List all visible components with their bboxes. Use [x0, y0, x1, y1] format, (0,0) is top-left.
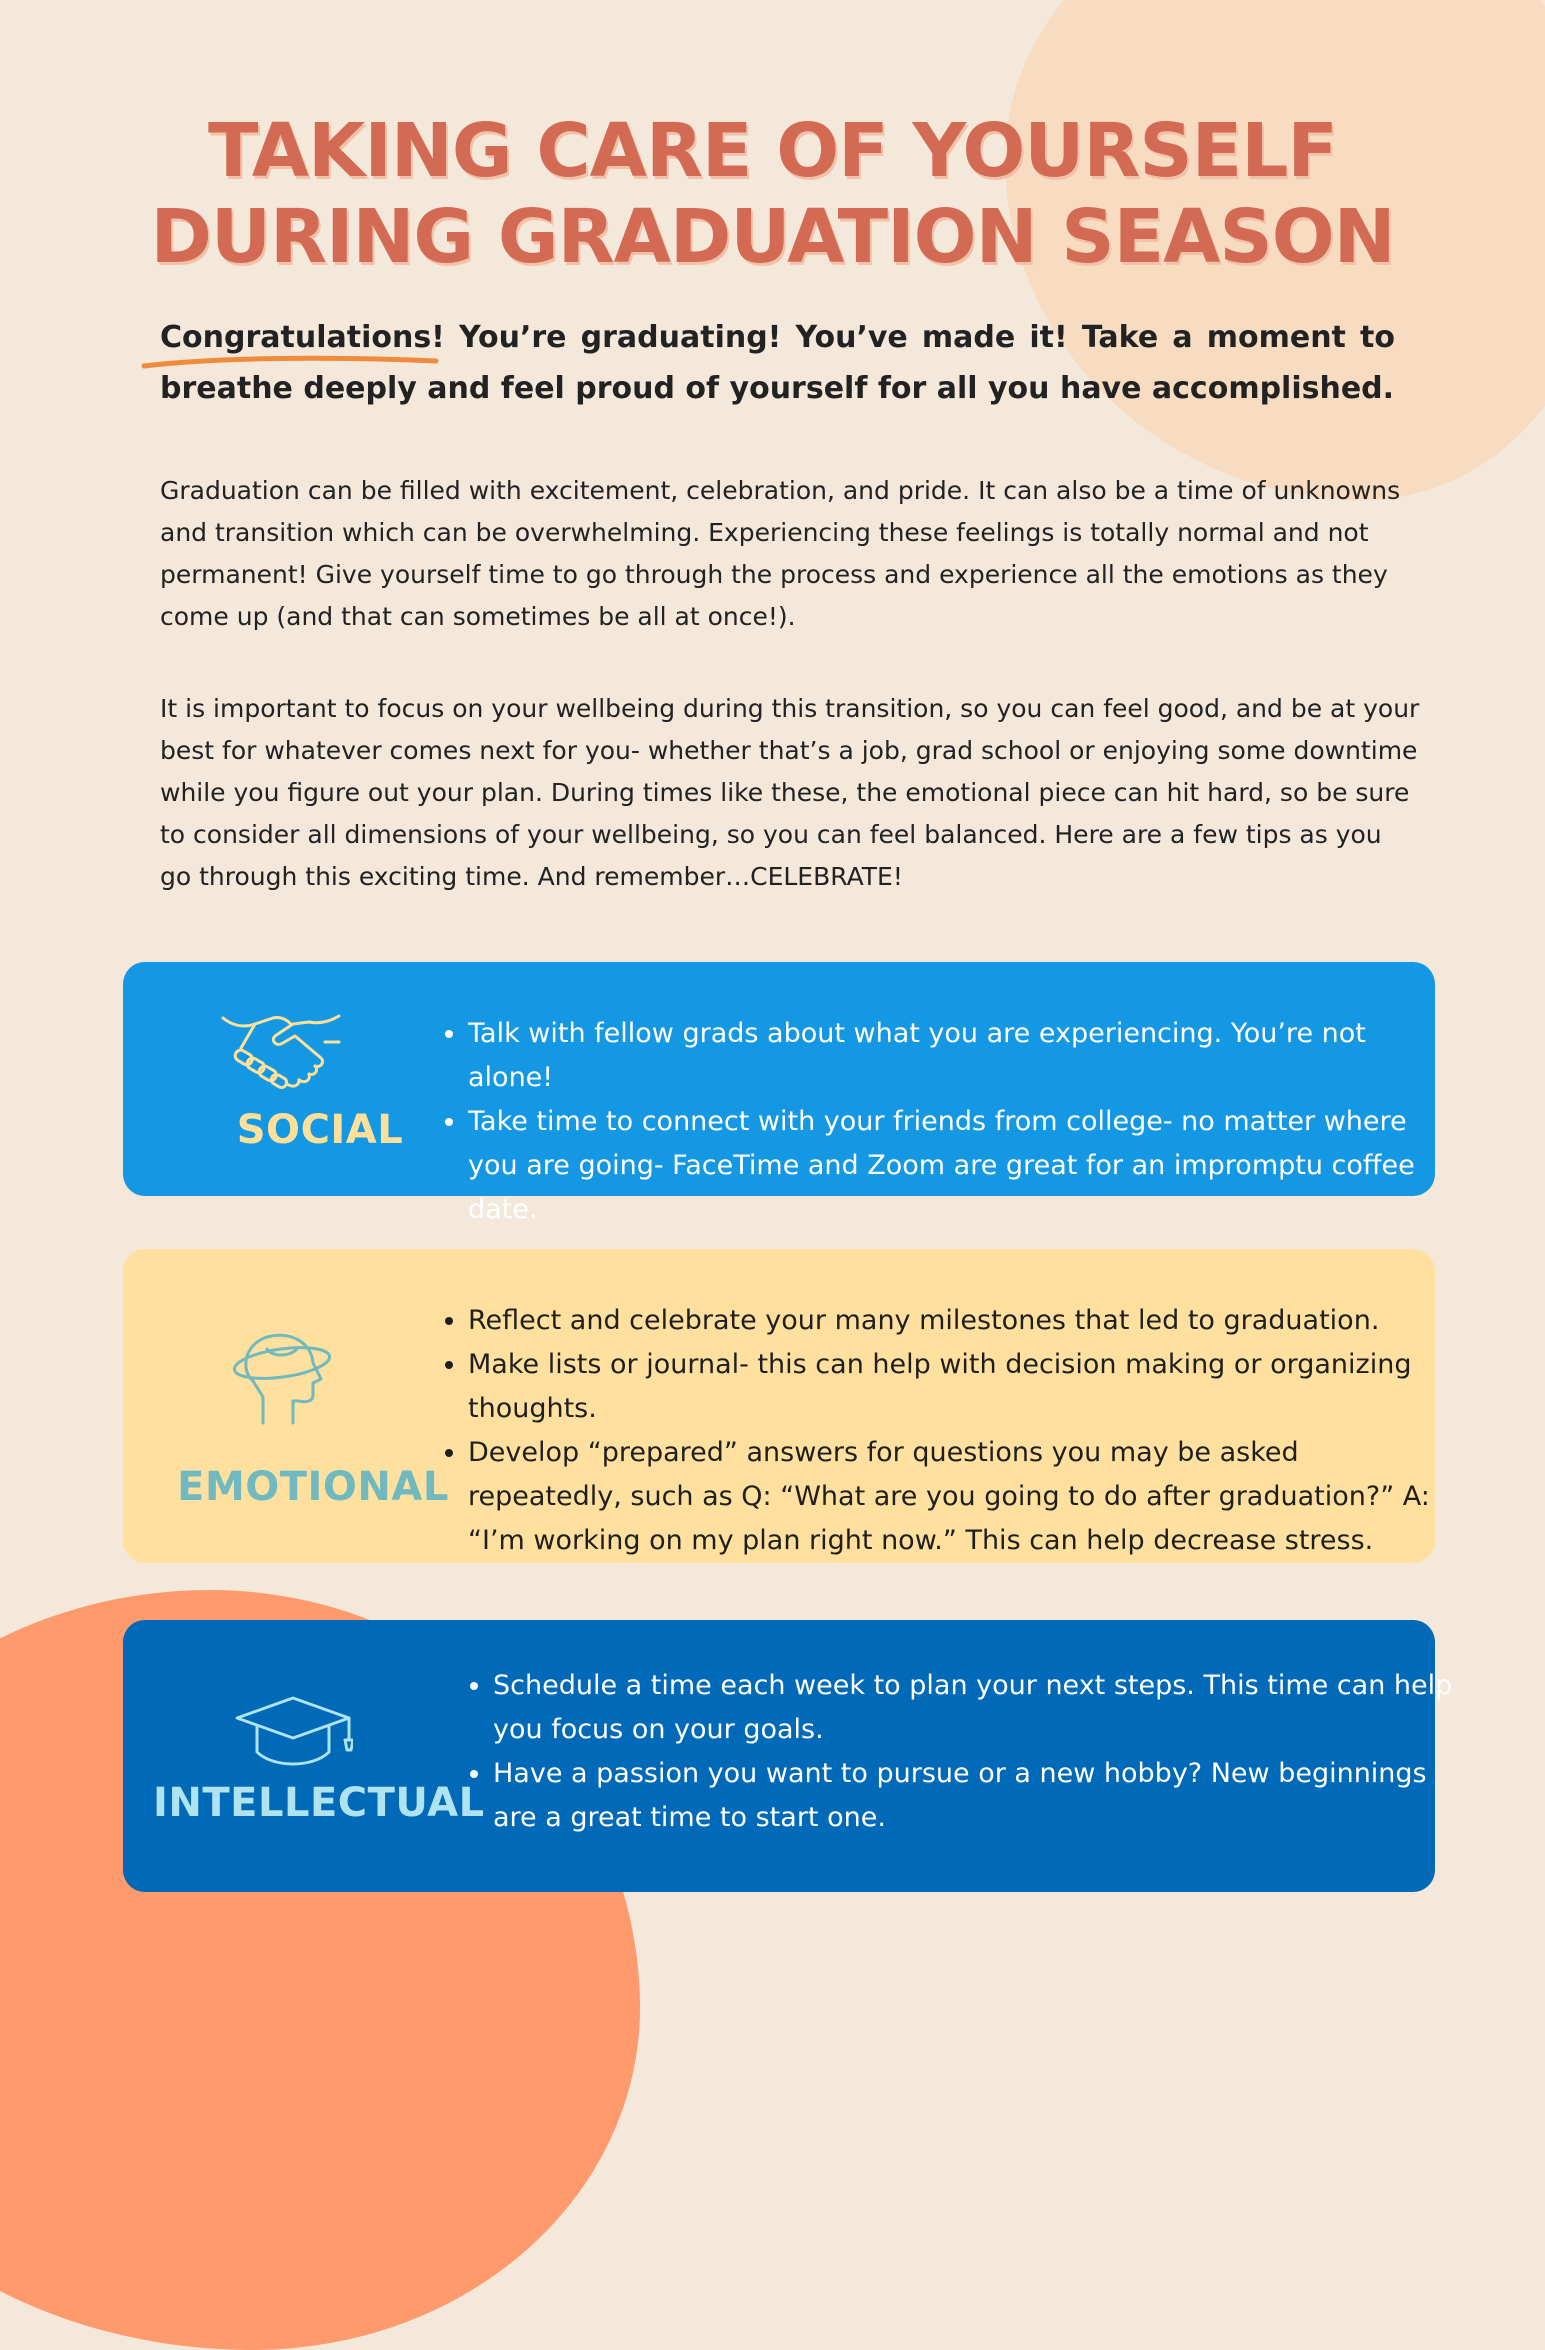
title-line-2: DURING GRADUATION SEASON — [150, 194, 1395, 280]
page-title — [0, 108, 1545, 280]
underline-swoosh-icon — [140, 352, 440, 372]
intellectual-tips-list — [453, 1664, 1453, 1840]
emotional-tips-list — [428, 1299, 1438, 1563]
graduation-cap-icon — [233, 1694, 353, 1770]
emotional-title: EMOTIONAL — [177, 1464, 449, 1510]
list-item: • Have a passion you want to pursue or a new hobby? New beginnings are a great time to start one. — [493, 1752, 1453, 1840]
list-item: • Take time to connect with your friends from college- no matter where you are going- FaceTime and Zoom are great for an impromptu coffee date. — [468, 1100, 1438, 1232]
intro-rest: You’re graduating! You’ve made it! Take a moment to breathe deeply and feel proud of yourself for all you have accomplished. — [160, 320, 1395, 406]
list-item: • Reflect and celebrate your many milestones that led to graduation. — [468, 1299, 1438, 1343]
list-item: • Schedule a time each week to plan your next steps. This time can help you focus on your goals. — [493, 1664, 1453, 1752]
emotional-card — [123, 1249, 1435, 1563]
list-item: • Talk with fellow grads about what you are experiencing. You’re not alone! — [468, 1012, 1438, 1100]
social-tips-list — [428, 1012, 1438, 1232]
head-orbit-icon — [227, 1327, 337, 1427]
intro-statement — [160, 312, 1395, 414]
intellectual-title: INTELLECTUAL — [153, 1780, 485, 1826]
intro-highlight — [160, 312, 445, 363]
list-item: • Develop “prepared” answers for questions you may be asked repeatedly, such as Q: “What are you going to do after graduation?” A: “I’m working on my plan right now.” This can help decrease stress. — [468, 1431, 1438, 1563]
body-paragraph-2: It is important to focus on your wellbeing during this transition, so you can feel good, and be at your best for whatever comes next for you- whether that’s a job, grad school or enjoying some downtime while you figure out your plan. During times like these, the emotional piece can hit hard, so be sure to consider all dimensions of your wellbeing, so you can feel balanced. Here are a few tips as you go through this exciting time. And remember…CELEBRATE! — [160, 694, 1420, 891]
social-title: SOCIAL — [236, 1107, 404, 1153]
list-item: • Make lists or journal- this can help with decision making or organizing thoughts. — [468, 1343, 1438, 1431]
intellectual-card — [123, 1620, 1453, 1892]
title-line-1: TAKING CARE OF YOURSELF — [208, 108, 1337, 194]
body-paragraph-1: Graduation can be filled with excitement, celebration, and pride. It can also be a time of unknowns and transition which can be overwhelming. Experiencing these feelings is totally normal and not permanent! Give yourself time to go through the process and experience all the emotions as they come up (and that can sometimes be all at once!). — [160, 476, 1401, 631]
social-card — [123, 962, 1435, 1225]
intro-highlight-text: Congratulations! — [160, 320, 445, 355]
handshake-icon — [221, 1012, 341, 1096]
